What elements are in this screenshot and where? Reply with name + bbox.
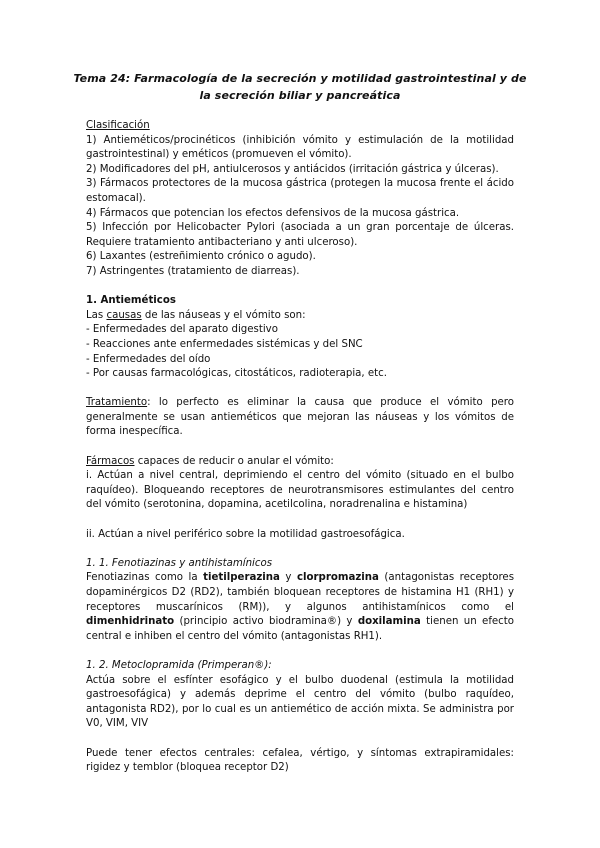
accion-central-paragraph: i. Actúan a nivel central, deprimiendo el centro del vómito (situado en el bulbo raquídeo). Bloqueando receptores de neurotransmisores estimulantes del centro del vómito (serotonina, dopamina, acetilcolina, noradrenalina e histamina) (86, 470, 514, 511)
title-line-1: Tema 24: Farmacología de la secreción y motilidad gastrointestinal y de (73, 72, 527, 85)
causa-item: - Reacciones ante enfermedades sistémicas y del SNC (86, 338, 363, 350)
clasificacion-item-4: 4) Fármacos que potencian los efectos defensivos de la mucosa gástrica. (86, 207, 460, 219)
clasificacion-item-7: 7) Astringentes (tratamiento de diarreas). (86, 265, 300, 277)
causas-intro: Las causas de las náuseas y el vómito son: (86, 309, 306, 321)
page-title (70, 70, 530, 104)
causa-item: - Por causas farmacológicas, citostáticos, radioterapia, etc. (86, 368, 387, 380)
title-line-2: la secreción biliar y pancreática (199, 89, 401, 102)
clasificacion-item-2: 2) Modificadores del pH, antiulcerosos y antiácidos (irritación gástrica y úlceras). (86, 163, 499, 175)
metoclopramida-paragraph: Actúa sobre el esfínter esofágico y el bulbo duodenal (estimula la motilidad gastroesofágica) y además deprime el centro del vómito (bulbo raquídeo, antagonista RD2), por lo cual es un antiemético de acción mixta. Se administra por V0, VIM, VIV (86, 674, 514, 730)
clasificacion-item-5: 5) Infección por Helicobacter Pylori (asociada a un gran porcentaje de úlceras. Requiere tratamiento antibacteriano y anti ulceroso). (86, 222, 514, 248)
clasificacion-heading: Clasificación (86, 120, 150, 131)
antiemeticos-heading: 1. Antieméticos (86, 295, 176, 307)
causa-item: - Enfermedades del oído (86, 353, 211, 365)
fenotiazinas-heading: 1. 1. Fenotiazinas y antihistamínicos (86, 557, 273, 569)
fenotiazinas-paragraph: Fenotiazinas como la tietilperazina y clorpromazina (antagonistas receptores dopaminérgicos D2 (RD2), también bloquean receptores de histamina H1 (RH1) y receptores muscarínicos (RM)), y algunos antihistamínicos como el dimenhidrinato (principio activo biodramina®) y doxilamina tienen un efecto central e inhiben el centro del vómito (antagonistas RH1). (86, 572, 515, 642)
efectos-centrales-paragraph: Puede tener efectos centrales: cefalea, vértigo, y síntomas extrapiramidales: rigidez y temblor (bloquea receptor D2) (86, 747, 514, 774)
clasificacion-item-6: 6) Laxantes (estreñimiento crónico o agudo). (86, 251, 316, 263)
tratamiento-paragraph: Tratamiento: lo perfecto es eliminar la causa que produce el vómito pero generalmente se usan antieméticos que mejoran las náuseas y los vómitos de forma inespecífica. (86, 397, 514, 438)
metoclopramida-heading: 1. 2. Metoclopramida (Primperan®): (86, 659, 272, 671)
document-body (86, 119, 514, 776)
farmacos-intro: Fármacos capaces de reducir o anular el vómito: (86, 455, 334, 467)
clasificacion-item-1: 1) Antieméticos/procinéticos (inhibición vómito y estimulación de la motilidad gastrointestinal) y eméticos (promueven el vómito). (86, 134, 514, 161)
clasificacion-item-3: 3) Fármacos protectores de la mucosa gástrica (protegen la mucosa frente el ácido estomacal). (86, 178, 514, 204)
accion-periferica-paragraph: ii. Actúan a nivel periférico sobre la motilidad gastroesofágica. (86, 528, 405, 540)
causa-item: - Enfermedades del aparato digestivo (86, 324, 278, 336)
